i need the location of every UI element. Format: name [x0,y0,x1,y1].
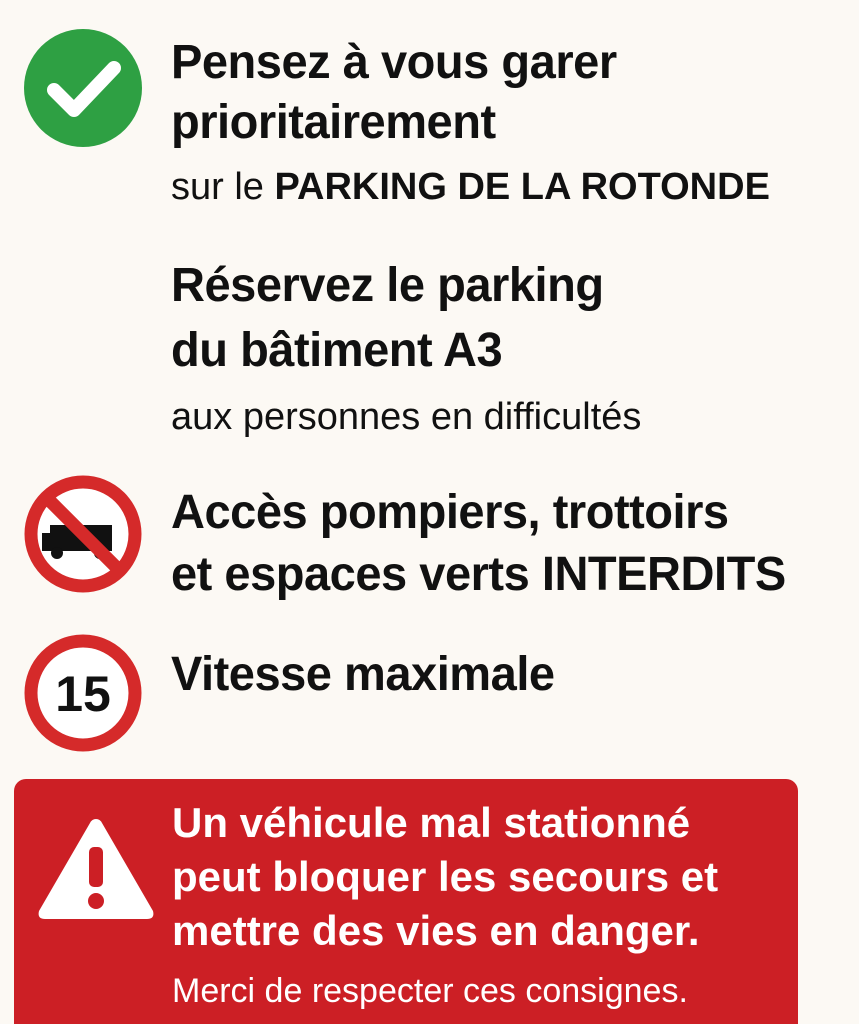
speed-limit-value: 15 [55,666,111,722]
parking-line-3-prefix: sur le [171,166,275,208]
parking-line-1: Pensez à vous garer [171,36,617,89]
reserve-line-2: du bâtiment A3 [171,324,503,377]
parking-line-2: prioritairement [171,96,496,149]
warning-line-2: peut bloquer les secours et [172,853,719,900]
parking-line-3 [171,162,770,212]
no-truck-sign-icon [24,475,142,593]
access-line-2: et espaces verts INTERDITS [171,548,786,601]
access-line-1: Accès pompiers, trottoirs [171,486,729,539]
reserve-line-1: Réservez le parking [171,259,604,312]
speed-limit-sign-icon [24,634,142,752]
warning-box [14,779,798,1024]
parking-name: PARKING DE LA ROTONDE [274,166,770,208]
speed-line-1: Vitesse maximale [171,648,555,701]
warning-line-3: mettre des vies en danger. [172,907,700,954]
warning-closing: Merci de respecter ces consignes. [172,972,688,1010]
check-circle-icon [24,29,142,147]
warning-line-1: Un véhicule mal stationné [172,799,691,846]
warning-triangle-icon [36,815,156,923]
reserve-line-3: aux personnes en difficultés [171,396,642,438]
